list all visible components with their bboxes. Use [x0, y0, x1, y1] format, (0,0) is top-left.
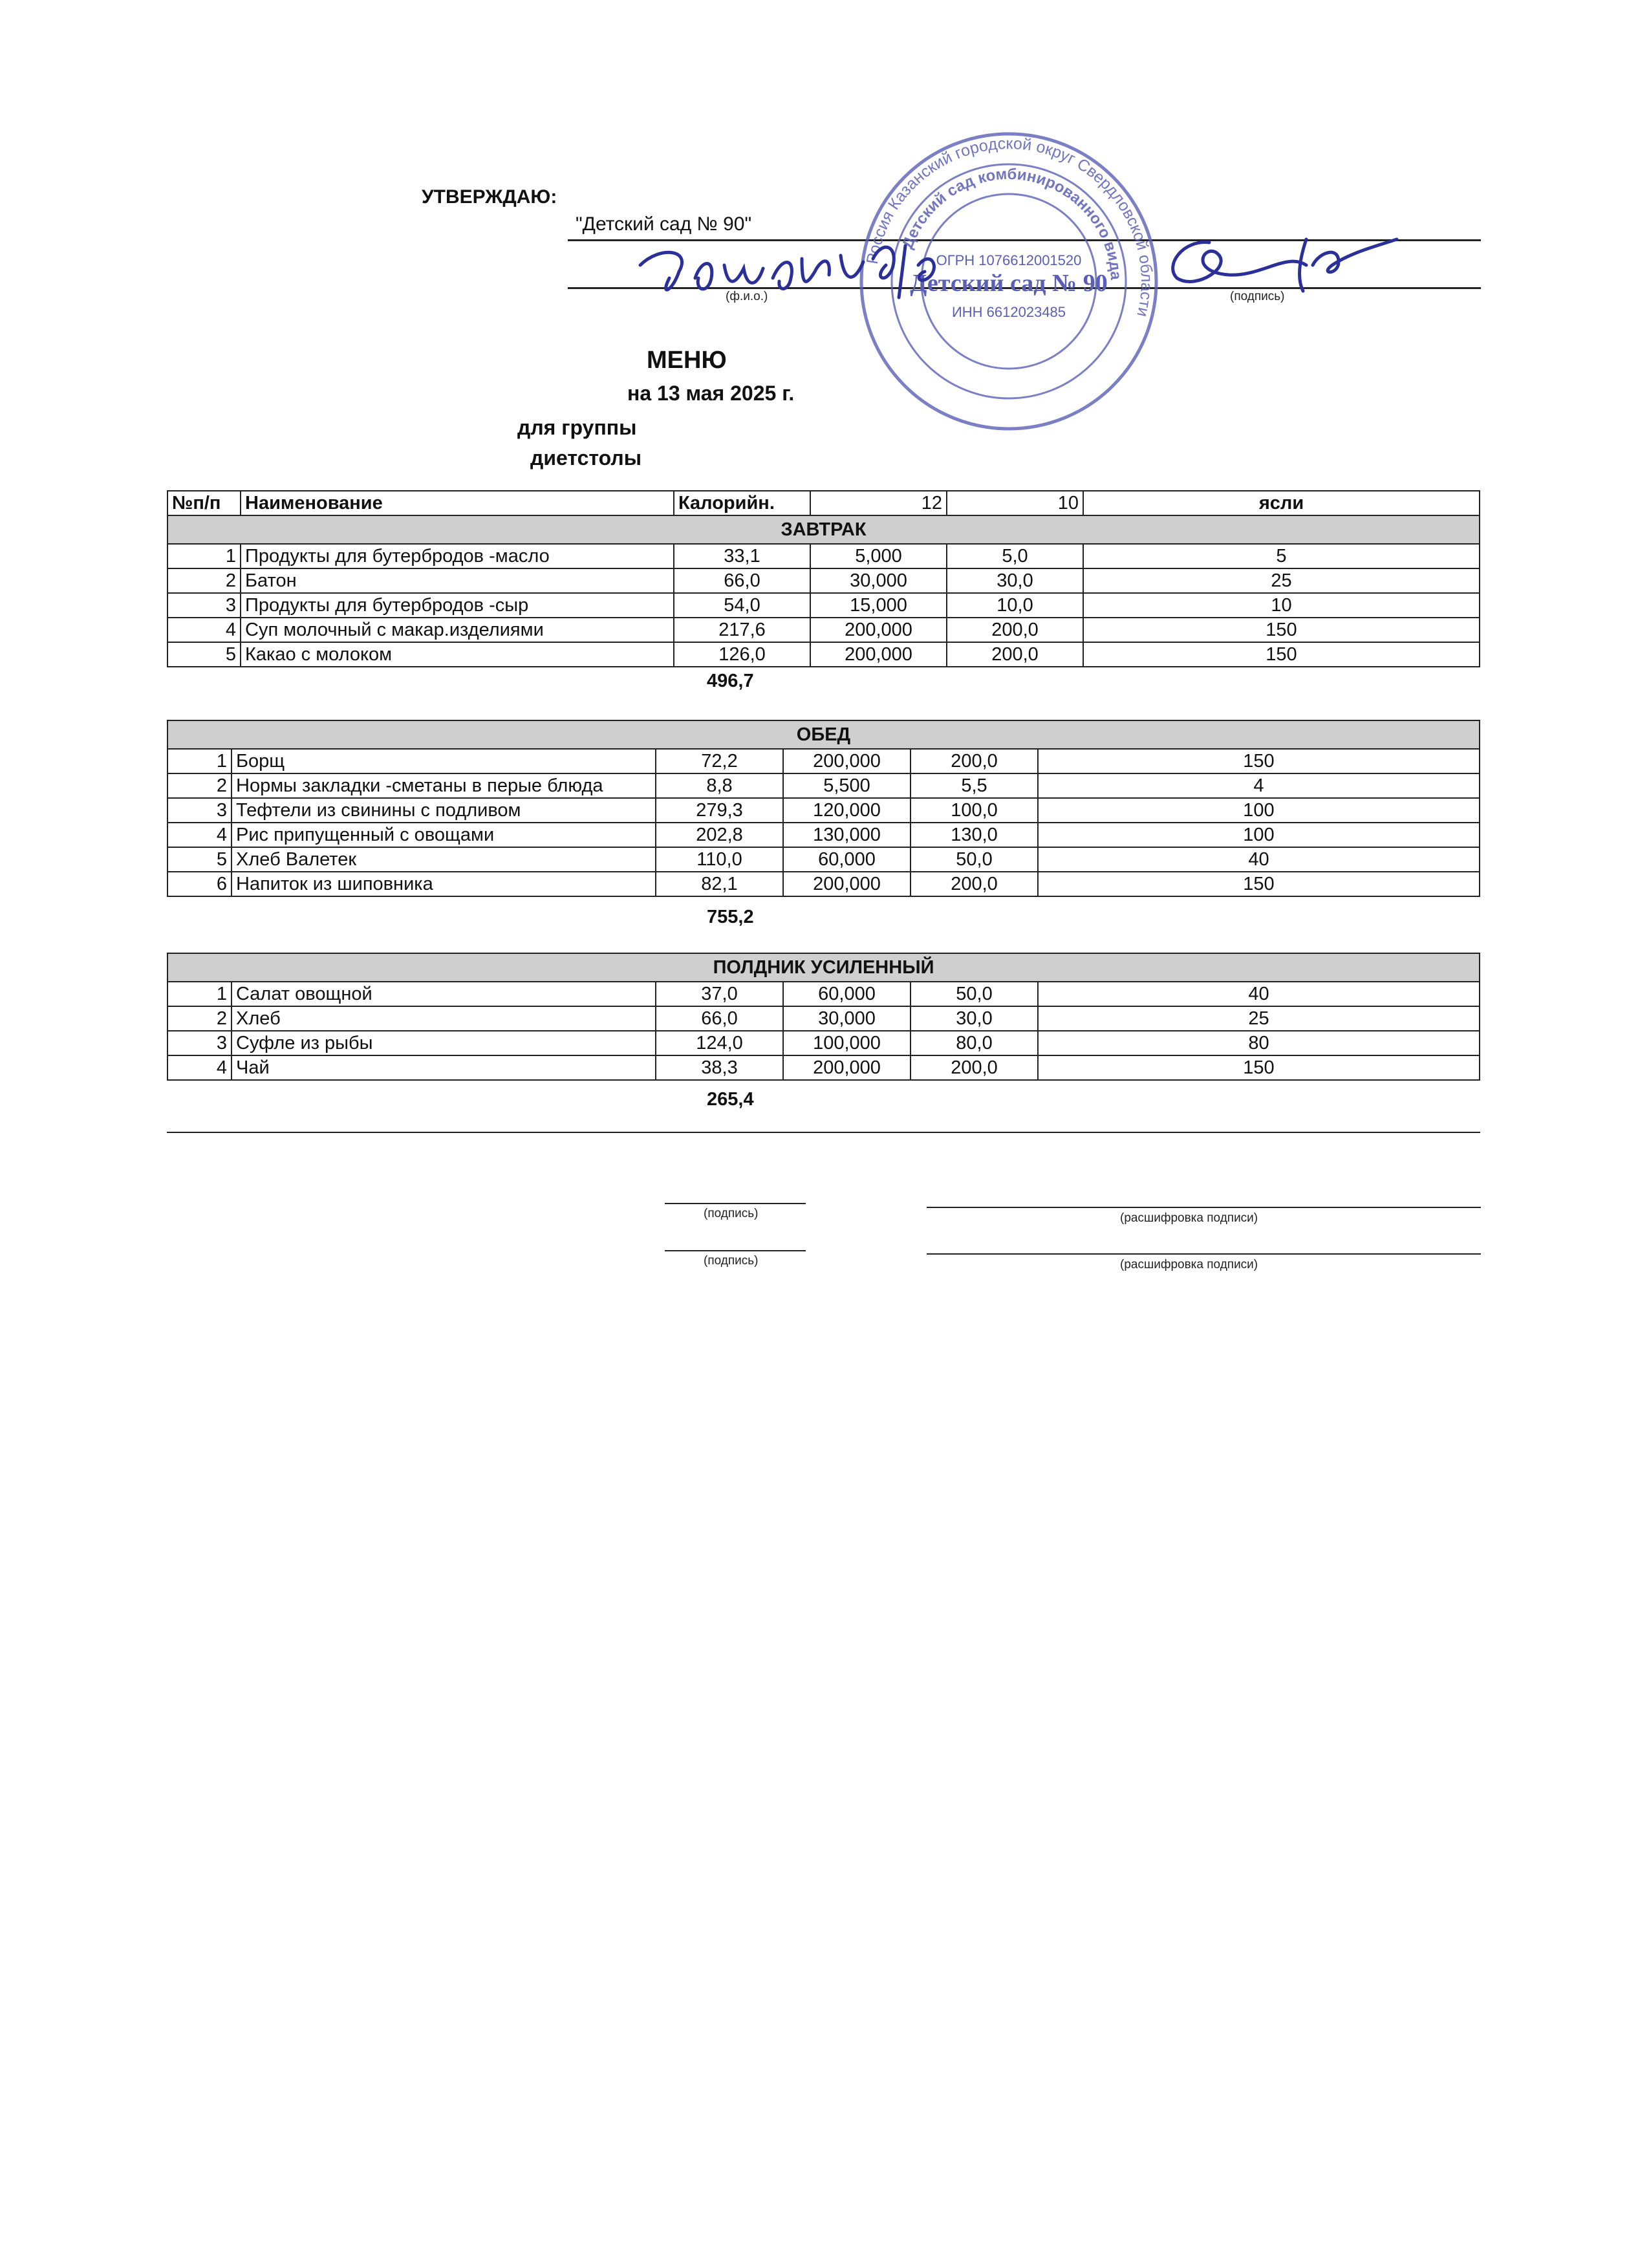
lunch-total: 755,2 [707, 907, 754, 927]
dish-name-cell: Напиток из шиповника [232, 872, 656, 896]
group-name: диетстолы [530, 446, 642, 470]
calories-cell: 66,0 [674, 568, 810, 593]
portion-nursery-cell: 150 [1083, 642, 1480, 667]
section-title: ОБЕД [167, 720, 1480, 749]
calories-cell: 37,0 [656, 982, 783, 1006]
handwritten-signature-fio [634, 226, 957, 317]
table-row [167, 642, 1480, 667]
calories-cell: 82,1 [656, 872, 783, 896]
table-row [167, 823, 1480, 847]
col-header-nursery: ясли [1083, 491, 1480, 515]
organization-name: "Детский сад № 90" [576, 213, 752, 235]
section-title: ПОЛДНИК УСИЛЕННЫЙ [167, 953, 1480, 982]
section-header-row [167, 515, 1480, 544]
portion-nursery-cell: 150 [1083, 618, 1480, 642]
calories-cell: 33,1 [674, 544, 810, 568]
dish-name-cell: Продукты для бутербродов -сыр [241, 593, 674, 618]
portion-nursery-cell: 10 [1083, 593, 1480, 618]
dish-name-cell: Какао с молоком [241, 642, 674, 667]
stamp-outer-text: Россия Казанский городской округ Свердловской области [863, 134, 1156, 319]
row-number-cell: 1 [167, 982, 232, 1006]
bottom-divider [167, 1132, 1480, 1133]
approve-title: УТВЕРЖДАЮ: [422, 186, 557, 208]
portion-10-cell: 200,0 [947, 642, 1083, 667]
page-title: МЕНЮ [647, 347, 727, 374]
table-row [167, 544, 1480, 568]
dish-name-cell: Салат овощной [232, 982, 656, 1006]
portion-nursery-cell: 100 [1038, 823, 1480, 847]
portion-10-cell: 130,0 [911, 823, 1038, 847]
portion-12-cell: 200,000 [810, 618, 947, 642]
dish-name-cell: Продукты для бутербродов -масло [241, 544, 674, 568]
portion-12-cell: 130,000 [783, 823, 911, 847]
portion-12-cell: 200,000 [810, 642, 947, 667]
group-label: для группы [517, 416, 637, 439]
portion-10-cell: 200,0 [911, 749, 1038, 773]
stamp-ogrn: ОГРН 1076612001520 [936, 252, 1082, 268]
portion-nursery-cell: 40 [1038, 982, 1480, 1006]
decode-label-2: (расшифровка подписи) [1120, 1258, 1258, 1271]
portion-nursery-cell: 150 [1038, 1055, 1480, 1080]
menu-date: на 13 мая 2025 г. [627, 382, 795, 405]
portion-nursery-cell: 40 [1038, 847, 1480, 872]
table-row [167, 749, 1480, 773]
dish-name-cell: Рис припущенный с овощами [232, 823, 656, 847]
portion-12-cell: 60,000 [783, 982, 911, 1006]
stamp-inn: ИНН 6612023485 [951, 304, 1066, 320]
dish-name-cell: Батон [241, 568, 674, 593]
dish-name-cell: Хлеб Валетек [232, 847, 656, 872]
decode-label-1: (расшифровка подписи) [1120, 1211, 1258, 1225]
snack-total: 265,4 [707, 1089, 754, 1110]
table-row [167, 982, 1480, 1006]
portion-12-cell: 200,000 [783, 872, 911, 896]
portion-10-cell: 200,0 [911, 1055, 1038, 1080]
decode-line-2 [927, 1253, 1481, 1255]
calories-cell: 54,0 [674, 593, 810, 618]
sign-line-1 [665, 1203, 806, 1204]
portion-12-cell: 15,000 [810, 593, 947, 618]
breakfast-total: 496,7 [707, 671, 754, 691]
menu-table-breakfast [167, 490, 1480, 667]
row-number-cell: 1 [167, 544, 241, 568]
fio-label: (ф.и.о.) [726, 290, 768, 303]
portion-12-cell: 5,500 [783, 773, 911, 798]
menu-table-lunch [167, 720, 1480, 897]
calories-cell: 38,3 [656, 1055, 783, 1080]
table-row [167, 847, 1480, 872]
row-number-cell: 3 [167, 1031, 232, 1055]
portion-nursery-cell: 100 [1038, 798, 1480, 823]
calories-cell: 66,0 [656, 1006, 783, 1031]
portion-12-cell: 60,000 [783, 847, 911, 872]
col-header-number: №п/п [167, 491, 241, 515]
calories-cell: 124,0 [656, 1031, 783, 1055]
portion-nursery-cell: 4 [1038, 773, 1480, 798]
section-header-row [167, 720, 1480, 749]
dish-name-cell: Хлеб [232, 1006, 656, 1031]
table-header-row [167, 491, 1480, 515]
portion-nursery-cell: 150 [1038, 749, 1480, 773]
row-number-cell: 3 [167, 798, 232, 823]
portion-nursery-cell: 80 [1038, 1031, 1480, 1055]
calories-cell: 217,6 [674, 618, 810, 642]
row-number-cell: 1 [167, 749, 232, 773]
table-row [167, 872, 1480, 896]
col-header-name: Наименование [241, 491, 674, 515]
row-number-cell: 3 [167, 593, 241, 618]
portion-nursery-cell: 5 [1083, 544, 1480, 568]
portion-10-cell: 200,0 [911, 872, 1038, 896]
portion-12-cell: 120,000 [783, 798, 911, 823]
calories-cell: 8,8 [656, 773, 783, 798]
portion-12-cell: 200,000 [783, 1055, 911, 1080]
calories-cell: 279,3 [656, 798, 783, 823]
portion-10-cell: 10,0 [947, 593, 1083, 618]
row-number-cell: 2 [167, 1006, 232, 1031]
table-row [167, 568, 1480, 593]
row-number-cell: 4 [167, 1055, 232, 1080]
row-number-cell: 4 [167, 618, 241, 642]
row-number-cell: 2 [167, 773, 232, 798]
portion-12-cell: 100,000 [783, 1031, 911, 1055]
stamp-inner-text: Детский сад комбинированного вида [898, 165, 1125, 281]
portion-10-cell: 80,0 [911, 1031, 1038, 1055]
table-row [167, 618, 1480, 642]
col-header-10: 10 [947, 491, 1083, 515]
table-row [167, 1031, 1480, 1055]
dish-name-cell: Чай [232, 1055, 656, 1080]
row-number-cell: 5 [167, 847, 232, 872]
calories-cell: 110,0 [656, 847, 783, 872]
dish-name-cell: Суфле из рыбы [232, 1031, 656, 1055]
portion-10-cell: 5,0 [947, 544, 1083, 568]
sign-label-2: (подпись) [704, 1254, 759, 1268]
portion-12-cell: 30,000 [783, 1006, 911, 1031]
portion-nursery-cell: 150 [1038, 872, 1480, 896]
portion-10-cell: 5,5 [911, 773, 1038, 798]
table-row [167, 773, 1480, 798]
table-row [167, 593, 1480, 618]
portion-12-cell: 5,000 [810, 544, 947, 568]
portion-nursery-cell: 25 [1038, 1006, 1480, 1031]
portion-10-cell: 200,0 [947, 618, 1083, 642]
decode-line-1 [927, 1207, 1481, 1208]
portion-10-cell: 50,0 [911, 982, 1038, 1006]
dish-name-cell: Нормы закладки -сметаны в перые блюда [232, 773, 656, 798]
section-header-row [167, 953, 1480, 982]
table-row [167, 1055, 1480, 1080]
section-title: ЗАВТРАК [167, 515, 1480, 544]
portion-10-cell: 50,0 [911, 847, 1038, 872]
dish-name-cell: Тефтели из свинины с подливом [232, 798, 656, 823]
table-row [167, 1006, 1480, 1031]
portion-12-cell: 200,000 [783, 749, 911, 773]
table-row [167, 798, 1480, 823]
dish-name-cell: Борщ [232, 749, 656, 773]
calories-cell: 202,8 [656, 823, 783, 847]
dish-name-cell: Суп молочный с макар.изделиями [241, 618, 674, 642]
handwritten-signature [1158, 226, 1403, 297]
row-number-cell: 2 [167, 568, 241, 593]
sign-label-1: (подпись) [704, 1207, 759, 1220]
portion-12-cell: 30,000 [810, 568, 947, 593]
stamp-center-text: Детский сад № 90 [910, 270, 1108, 297]
portion-10-cell: 30,0 [911, 1006, 1038, 1031]
portion-10-cell: 100,0 [911, 798, 1038, 823]
calories-cell: 126,0 [674, 642, 810, 667]
sign-line-2 [665, 1250, 806, 1251]
row-number-cell: 4 [167, 823, 232, 847]
calories-cell: 72,2 [656, 749, 783, 773]
col-header-12: 12 [810, 491, 947, 515]
col-header-calories: Калорийн. [674, 491, 810, 515]
signature-label: (подпись) [1230, 290, 1285, 303]
row-number-cell: 6 [167, 872, 232, 896]
portion-10-cell: 30,0 [947, 568, 1083, 593]
row-number-cell: 5 [167, 642, 241, 667]
menu-table-snack [167, 953, 1480, 1081]
portion-nursery-cell: 25 [1083, 568, 1480, 593]
